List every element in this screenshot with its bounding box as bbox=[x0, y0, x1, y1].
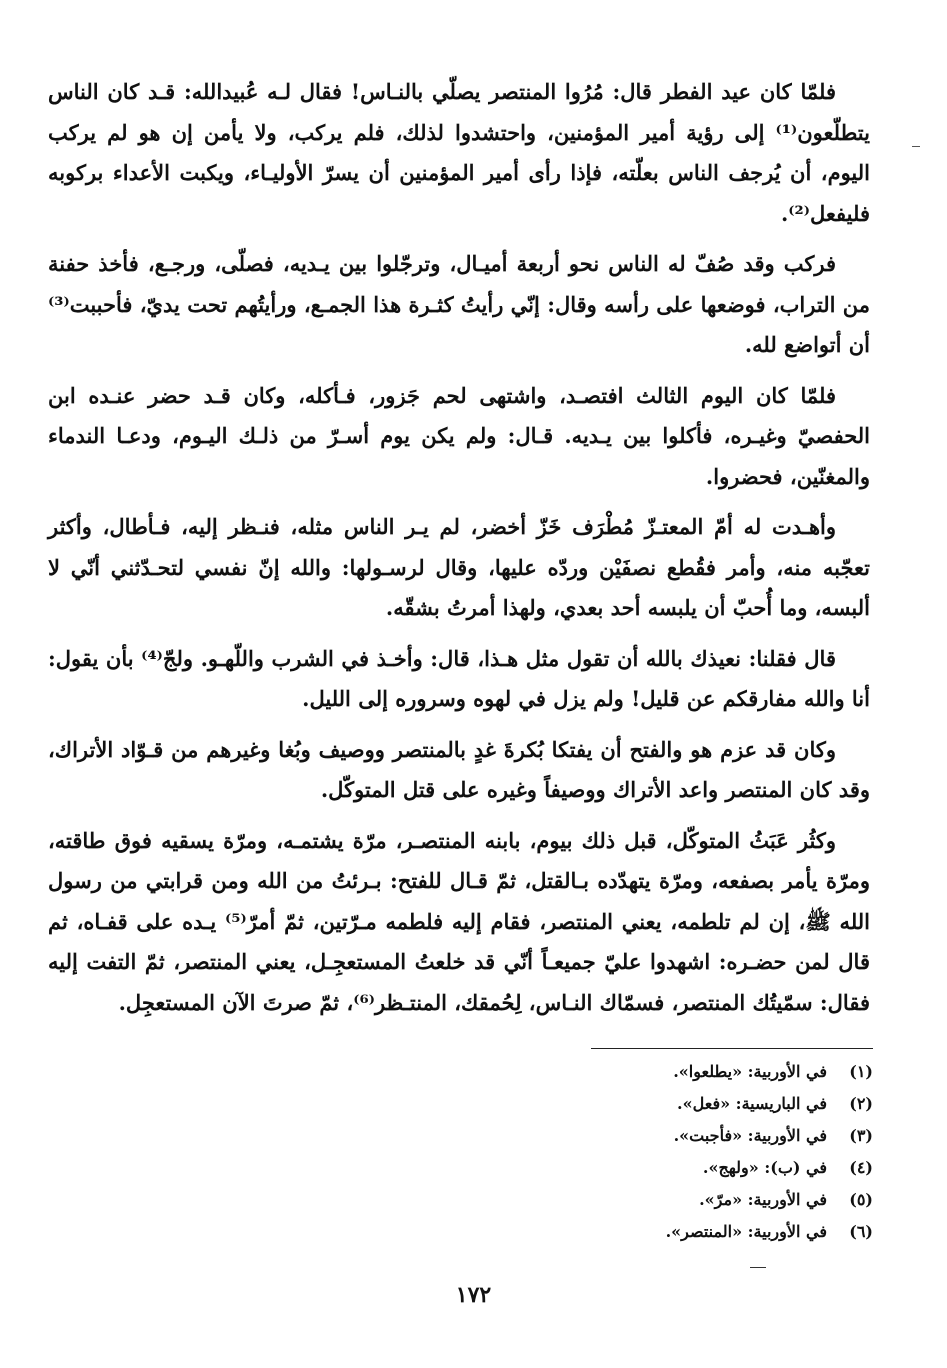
footnote-text: في الأوربية: «فأجبت». bbox=[673, 1126, 827, 1145]
footnote-text: في الباريسية: «فعل». bbox=[677, 1094, 827, 1113]
paragraph: وأهـدت له أمّ المعتـزّ مُطْرَف خَزّ أخضر، لم يـر الناس مثله، فنـظر إليه، فـأطال، وأكثر تعجّبه منه، وأمر فقُطع نصفَيْن وردّه عليها، وقال لرسـولها: والله إنّ نفسي لتحـدّثني أنّي لا ألبسه، وما أُحبّ أن يلبسه أحد بعدي، ولهذا أمرتُ بشقّه. bbox=[48, 514, 870, 620]
footnote-number: (٦) bbox=[849, 1222, 873, 1241]
margin-mark bbox=[912, 146, 920, 147]
footnote-number: (٥) bbox=[849, 1190, 873, 1209]
paragraph: فركب وقد صُفّ له الناس نحو أربعة أميـال، وترجّلوا بين يـديه، فصلّى، ورجـع، فأخذ حفنة من التراب، فوضعها على رأسه وقال: إنّي رأيتُ كثـرة هذا الجمـع، ورأيتُهم تحت يديّ، فأحببت⁽³⁾ أن أتواضع لله. bbox=[48, 251, 870, 357]
footnote-text: في الأوربية: «المنتصر». bbox=[665, 1222, 827, 1241]
footnote-divider bbox=[591, 1048, 873, 1049]
footnote-number: (١) bbox=[849, 1062, 873, 1081]
footnote-number: (٤) bbox=[849, 1158, 873, 1177]
footnote-number: (٣) bbox=[849, 1126, 873, 1145]
footnote-text: في (ب): «ولهج». bbox=[702, 1158, 827, 1177]
footnote bbox=[453, 1184, 873, 1216]
footnote bbox=[453, 1216, 873, 1248]
footnote bbox=[453, 1056, 873, 1088]
paragraph: فلمّا كان عيد الفطر قال: مُرُوا المنتصر يصلّي بالنـاس! فقال لـه عُبيدالله: قـد كان الناس يتطلّعون⁽¹⁾ إلى رؤية أمير المؤمنين، واحتشدوا لذلك، فلم يركب، ولا يأمن إن هو لم يركب اليوم، أن يُرجف الناس بعلّته، فإذا رأى أمير المؤمنين أن يسرّ الأوليـاء، ويكبت الأعداء بركوبه فليفعل⁽²⁾. bbox=[48, 79, 870, 226]
footnote-text: في الأوربية: «يطلعوا». bbox=[673, 1062, 827, 1081]
main-text bbox=[48, 72, 870, 1033]
stray-mark bbox=[750, 1267, 766, 1268]
footnote-number: (٢) bbox=[849, 1094, 873, 1113]
footnote-text: في الأوربية: «مرّ». bbox=[699, 1190, 827, 1209]
paragraph: وكان قد عزم هو والفتح أن يفتكا بُكرةَ غدٍ بالمنتصر ووصيف وبُغا وغيرهم من قـوّاد الأتراك، وقد كان المنتصر واعد الأتراك ووصيفاً وغيره على قتل المتوكّل. bbox=[48, 736, 870, 802]
paragraph: قال فقلنا: نعيذك بالله أن تقول مثل هـذا، قال: وأخـذ في الشرب واللّهـو. ولجّ⁽⁴⁾ بأن يقول: أنا والله مفارقكم عن قليل! ولم يزل في لهوه وسروره إلى الليل. bbox=[48, 645, 870, 711]
footnote bbox=[453, 1152, 873, 1184]
footnotes bbox=[453, 1056, 873, 1248]
page-number: ١٧٢ bbox=[455, 1282, 492, 1308]
paragraph: فلمّا كان اليوم الثالث افتصـد، واشتهى لحم جَزور، فـأكله، وكان قـد حضر عنـده ابن الحفصيّ وغيـره، فأكلوا بين يـديه. قـال: ولم يكن يوم أسـرّ من ذلـك اليـوم، ودعـا الندماء والمغنّين، فحضروا. bbox=[48, 382, 870, 489]
footnote bbox=[453, 1120, 873, 1152]
footnote bbox=[453, 1088, 873, 1120]
paragraph: وكثُر عَبَثُ المتوكّل، قبل ذلك بيوم، بابنه المنتصـر، مرّة يشتمـه، ومرّة يسقيه فوق طاقته، ومرّة يأمر بصفعه، ومرّة يتهدّده بـالقتل، ثمّ قـال للفتح: بـرئتُ من الله ومن قرابتي من رسول الله ﷺ، إن لم تلطمه، يعني المنتصر، فقام إليه فلطمه مـرّتين، ثمّ أمرّ⁽⁵⁾ يـده على قفـاه، ثم قال لمن حضـره: اشهدوا عليّ جميعـاً أنّي قد خلعتُ المستعجِـل، يعني المنتصر، ثمّ التفت إليه فقال: سمّيتُك المنتصر، فسمّاك النـاس، لِحُمقك، المنتـظر⁽⁶⁾، ثمّ صرتَ الآن المستعجِل. bbox=[48, 827, 870, 1015]
